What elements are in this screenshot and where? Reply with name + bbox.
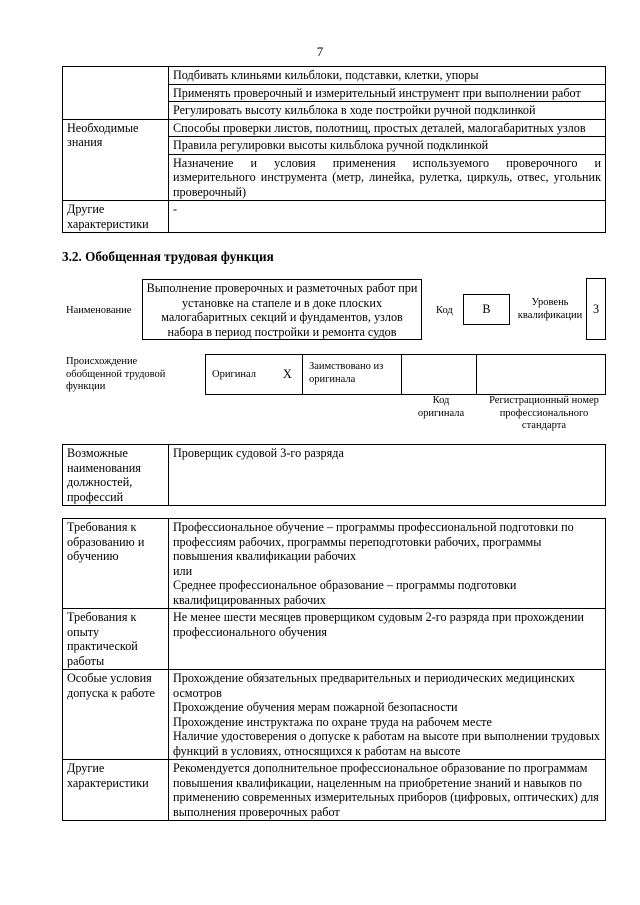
origin-divider xyxy=(302,354,303,395)
positions-table xyxy=(62,444,606,506)
req-line: или xyxy=(173,563,193,578)
req-cell xyxy=(169,670,606,760)
origin-label: Происхождение обобщенной трудовой функции xyxy=(66,356,166,392)
reg-number-caption: Регистрационный номер профессионального стандарта xyxy=(489,395,599,431)
req-line: Рекомендуется дополнительное профессиональное образование по программам повышения квалификации, нацеленным на приобретение знаний и навыков по применению современных измерительных приборов (цифровых, оптических) для выполнения проверочных работ xyxy=(173,761,599,819)
table-cell: Назначение и условия применения используемого проверочного и измерительного инструмента (метр, линейка, рулетка, циркуль, отвес, угольник проверочный) xyxy=(169,154,606,201)
name-label: Наименование xyxy=(66,305,132,316)
req-cell xyxy=(169,760,606,821)
origin-box xyxy=(205,354,606,395)
req-line: Прохождение обучения мерам пожарной безопасности xyxy=(173,700,458,714)
req-label: Особые условия допуска к работе xyxy=(63,670,169,760)
req-label: Требования к образованию и обучению xyxy=(63,519,169,609)
original-label: Оригинал xyxy=(212,369,256,380)
borrowed-label: Заимствовано из оригинала xyxy=(309,361,384,385)
code-value-box: B xyxy=(463,294,510,325)
req-line: Прохождение инструктажа по охране труда на рабочем месте xyxy=(173,714,492,729)
req-label: Требования к опыту практической работы xyxy=(63,609,169,670)
req-cell xyxy=(169,519,606,609)
req-label: Другие характеристики xyxy=(63,760,169,821)
req-line: Наличие удостоверения о допуске к работам на высоте при выполнении трудовых функций в условиях, относящихся к работам на высоте xyxy=(173,729,601,758)
requirements-table xyxy=(62,518,606,821)
positions-value: Проверщик судовой 3-го разряда xyxy=(169,445,606,506)
level-value-box: 3 xyxy=(586,278,606,340)
positions-label: Возможные наименования должностей, профессий xyxy=(63,445,169,506)
req-line: Среднее профессиональное образование – программы подготовки квалифицированных рабочих xyxy=(173,578,517,607)
table-label: Необходимые знания xyxy=(63,119,169,201)
req-line: Профессиональное обучение – программы профессиональной подготовки по профессиям рабочих, программы переподготовки рабочих, программы повышения квалификации рабочих xyxy=(173,520,574,563)
table-label: Другие характеристики xyxy=(63,201,169,233)
level-label: Уровень квалификации xyxy=(517,297,583,321)
table-label-empty xyxy=(63,67,169,120)
table-cell: Правила регулировки высоты кильблока ручной подклинкой xyxy=(169,137,606,155)
original-mark: X xyxy=(283,367,292,381)
section-heading: 3.2. Обобщенная трудовая функция xyxy=(62,249,274,264)
req-line: Не менее шести месяцев проверщиком судовым 2-го разряда при прохождении профессионального обучения xyxy=(173,610,584,639)
req-line: Прохождение обязательных предварительных и периодических медицинских осмотров xyxy=(173,671,575,700)
table-cell: Подбивать клиньями кильблоки, подставки, клетки, упоры xyxy=(169,67,606,85)
origin-divider xyxy=(476,354,477,395)
table-cell: Применять проверочный и измерительный инструмент при выполнении работ xyxy=(169,84,606,102)
table-cell: Способы проверки листов, полотнищ, простых деталей, малогабаритных узлов xyxy=(169,119,606,137)
req-cell xyxy=(169,609,606,670)
code-label: Код xyxy=(436,305,453,316)
page-number: 7 xyxy=(316,44,324,59)
table-cell: Регулировать высоту кильблока в ходе постройки ручной подклинкой xyxy=(169,102,606,120)
code-original-caption: Код оригинала xyxy=(417,395,465,419)
table-cell: - xyxy=(169,201,606,233)
function-name-box: Выполнение проверочных и разметочных работ при установке на стапеле и в доке плоских малогабаритных секций и фундаментов, узлов набора в период постройки и ремонта судов xyxy=(142,279,422,340)
skills-table xyxy=(62,66,606,233)
origin-divider xyxy=(401,354,402,395)
